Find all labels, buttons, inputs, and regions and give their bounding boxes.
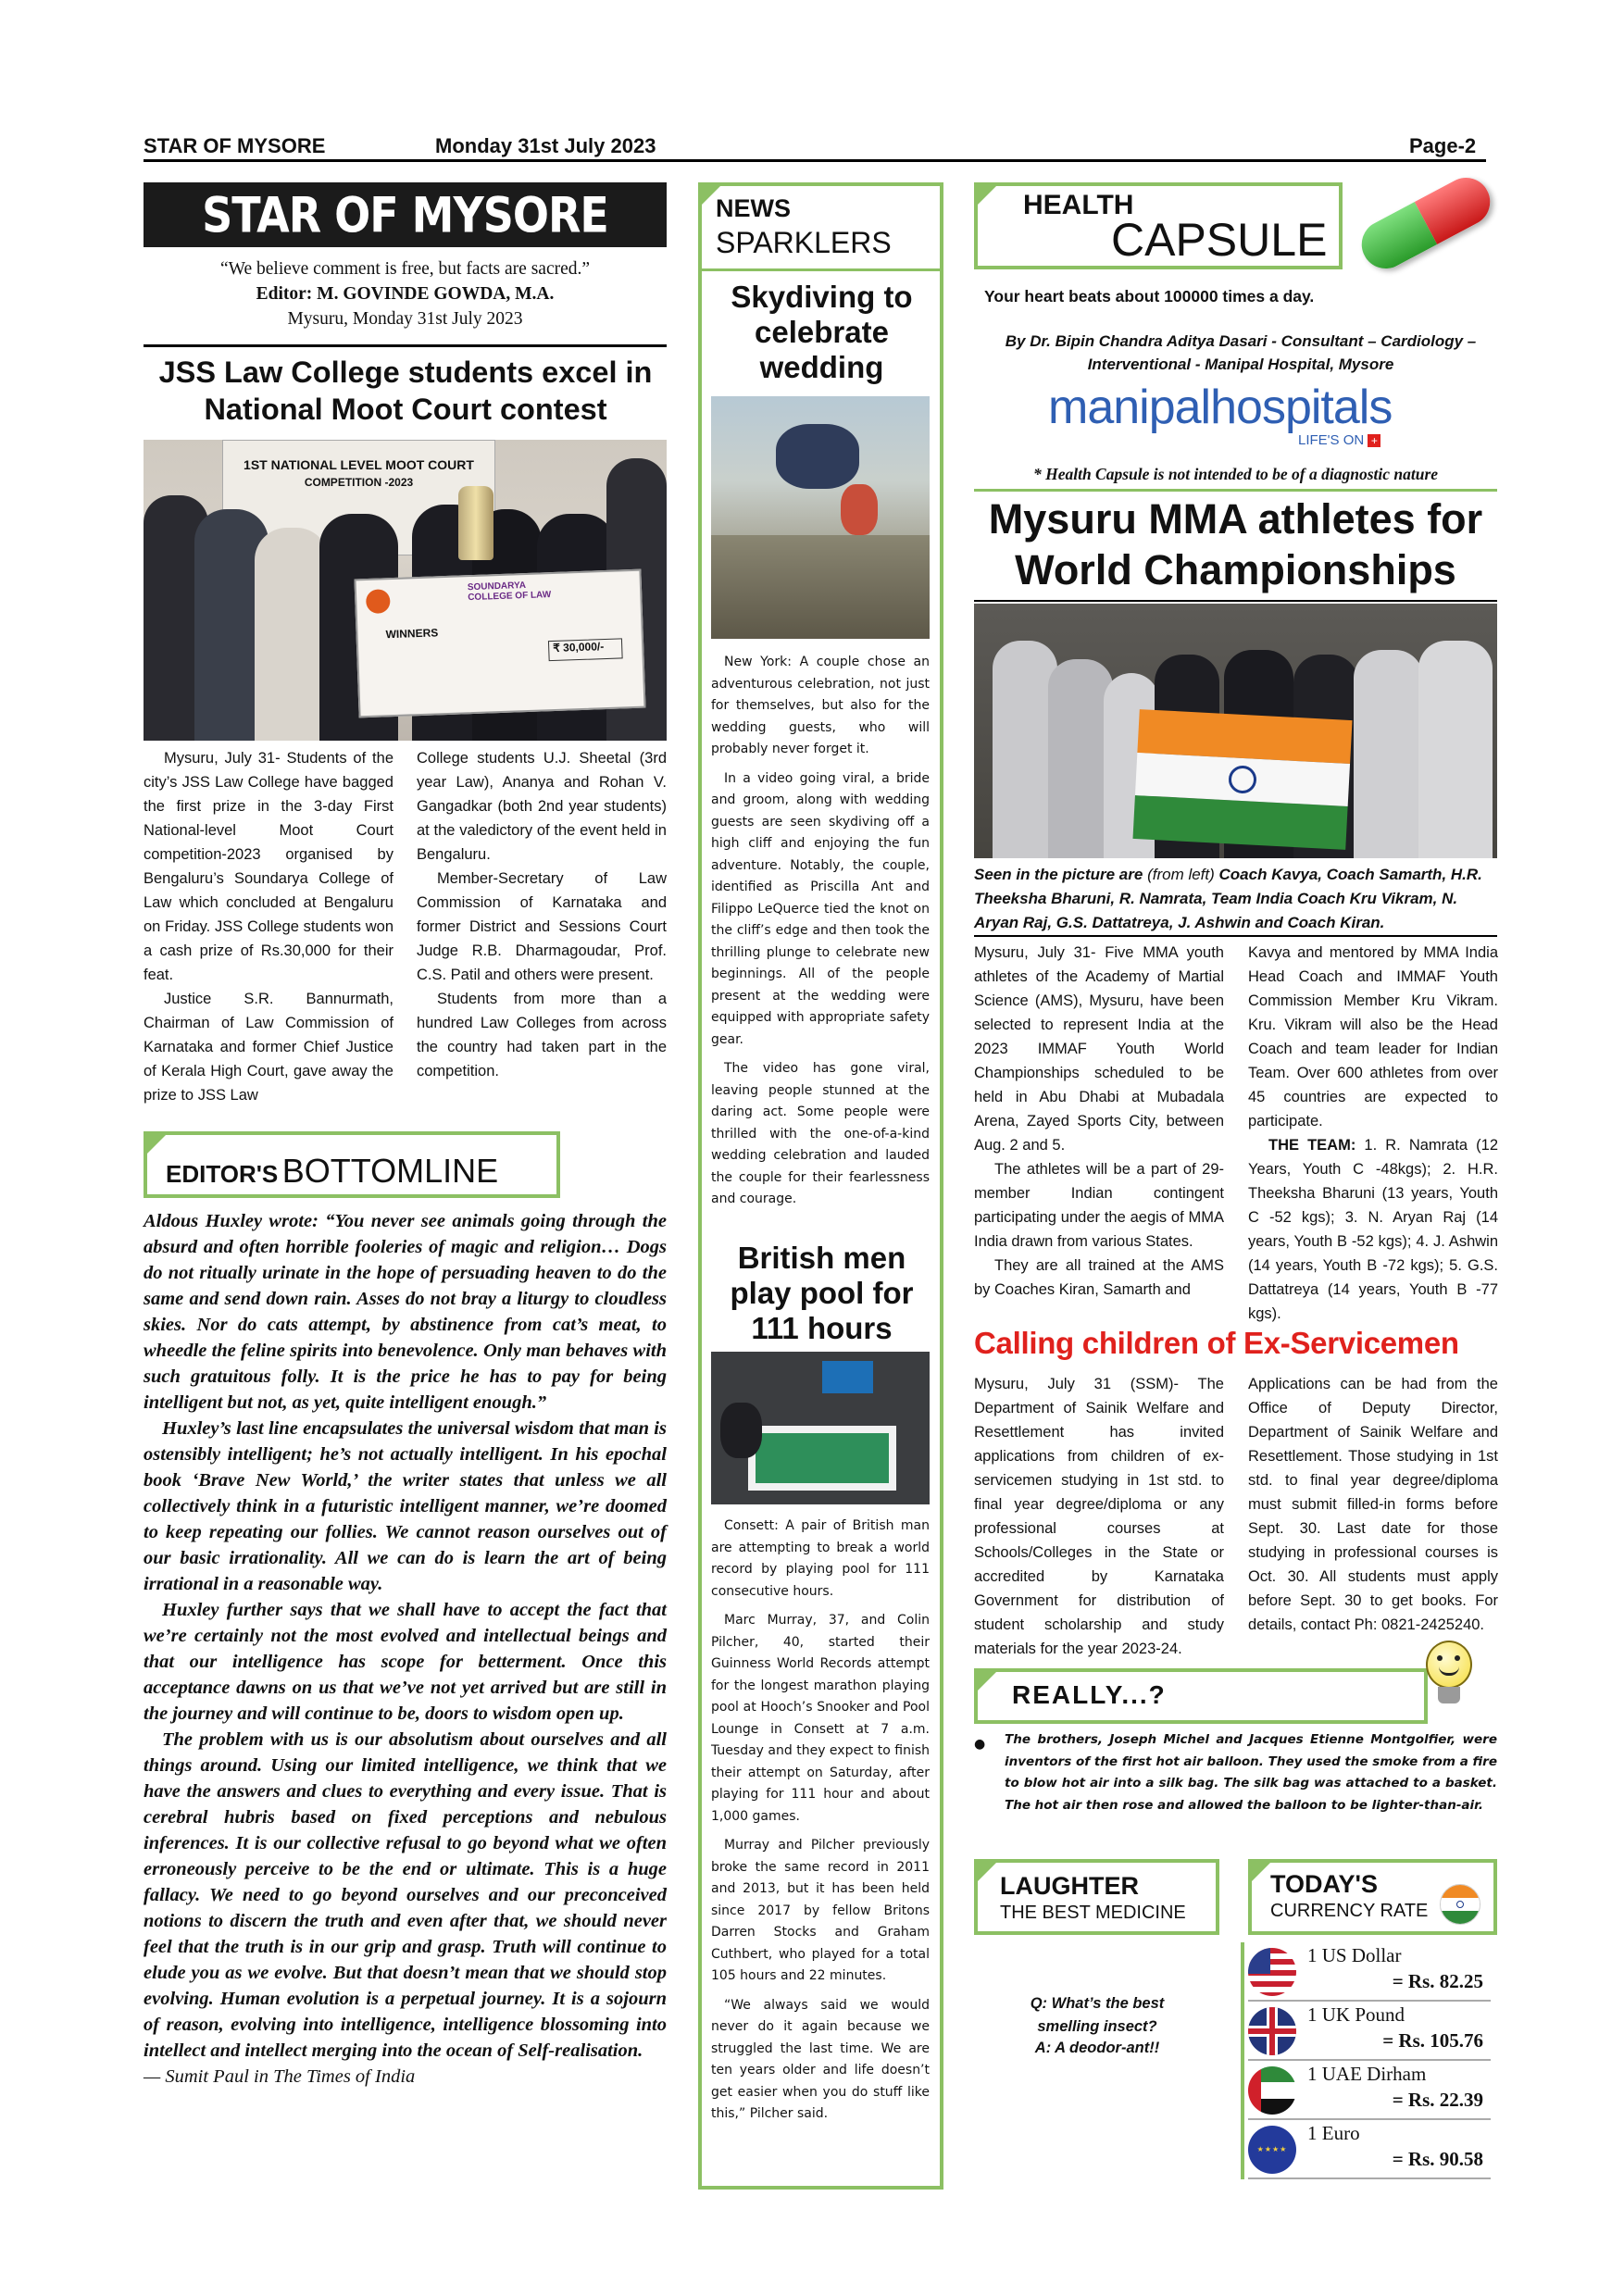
essay-credit: — Sumit Paul in The Times of India [144, 2066, 416, 2087]
paragraph: Justice S.R. Bannurmath, Chairman of Law Commission of Karnataka and former Chief Justice of Kerala High Court, gave away the prize to JSS Law [144, 991, 394, 1104]
capsule-pill-icon [1354, 169, 1499, 277]
jss-award-photo [144, 440, 667, 741]
masthead [144, 182, 667, 247]
label-regular: BOTTOMLINE [281, 1152, 499, 1190]
jss-article-col1 [144, 746, 394, 1107]
banner-line-2: COMPETITION -2023 [304, 476, 414, 489]
paragraph: Aldous Huxley wrote: “You never see animals going through the absurd and often horrible fooleries of magic and religion… Dogs do not ritually urinate in the hope of persuading heaven to do the same and send down rain. Asses do not bray a liturgy to cloudless skies. Nor do cats attempt, by abstinence from cat’s meat, to wheedle the feline spirits into benevolence. Only man behaves with such gratuitous folly. It is the price he has to pay for being intelligent but not, as yet, quite intelligent enough.” [144, 1211, 667, 1413]
corner-triangle [974, 1859, 1000, 1885]
caption-names: Coach Kavya, Coach Samarth, H.R. Theeksha Bharuni, R. Namrata, Team India Coach Kru Vikram, N. Aryan Raj, G.S. Dattatreya, J. Ashwin and Coach Kiran. [974, 866, 1482, 931]
currency-row [1248, 1942, 1491, 2002]
cheque-college: SOUNDARYA COLLEGE OF LAW [467, 580, 552, 604]
paragraph: College students U.J. Sheetal (3rd year Law), Ananya and Rohan V. Gangadkar (both 2nd year students) at the valedictory of the event held in Bengaluru. [417, 750, 667, 863]
paragraph: They are all trained at the AMS by Coaches Kiran, Samarth and [974, 1257, 1224, 1298]
bottomline-label [166, 1152, 498, 1191]
mma-headline: Mysuru MMA athletes for World Championships [988, 495, 1483, 593]
paragraph: The athletes will be a part of 29-member Indian contingent participating under the aegis of MMA India drawn from various States. [974, 1161, 1224, 1250]
joke-answer: A: A deodor-ant!! [1034, 2040, 1160, 2056]
laughter-label-2: THE BEST MEDICINE [1000, 1903, 1186, 1923]
lightbulb-icon [1421, 1641, 1477, 1715]
us-flag [1248, 1948, 1296, 1996]
health-label-1: HEALTH [1023, 190, 1134, 220]
athlete [1354, 650, 1423, 858]
masthead-rule [144, 344, 667, 347]
currency-name: 1 UK Pound [1307, 2003, 1405, 2026]
news-label-1: NEWS [716, 194, 791, 222]
corner-triangle [974, 182, 1000, 208]
cheque-amount: ₹ 30,000/- [548, 638, 623, 661]
news-label-rule [702, 268, 940, 271]
mma-rule [974, 600, 1497, 602]
currency-name: 1 Euro [1307, 2122, 1360, 2144]
cheque-winners: WINNERS [385, 626, 439, 642]
caption-lead: Seen in the picture are [974, 866, 1143, 883]
paragraph: Murray and Pilcher previously broke the same record in 2011 and 2013, but it has been held since 2017 by fellow Britons Darren Stocks and Graham Cuthbert, who played for a total 105 hours and 22 minutes. [711, 1838, 930, 1983]
currency-row [1248, 2002, 1491, 2061]
currency-label-1: TODAY'S [1270, 1870, 1378, 1898]
bank-logo [366, 589, 391, 614]
indian-flag [1132, 709, 1352, 850]
paragraph: Huxley’s last line encapsulates the universal wisdom that man is ostensibly intelligent; he’s not actually intelligent. In his epochal book ‘Brave New World,’ the writer states that unless we all collectively think in a futuristic intelligent manner, we’re doomed to keep repeating our follies. We cannot reason ourselves out of our basic irrationality. All we can do is learn the art of being irrational in a reasonable way. [144, 1418, 667, 1594]
health-label-2: CAPSULE [1111, 214, 1328, 266]
really-text: The brothers, Joseph Michel and Jacques Etienne Montgolfier, were inventors of the first hot air balloon. They used the smoke from a fire to blow hot air into a silk bag. The silk bag was attached to a basket. The hot air then rose and allowed the balloon to be lighter-than-air. [1005, 1732, 1497, 1813]
prize-cheque [354, 569, 645, 718]
jss-headline: JSS Law College students excel in National Moot Court contest [158, 356, 653, 426]
manipal-tagline [1298, 432, 1380, 448]
currency-value: = Rs. 90.58 [1392, 2148, 1483, 2170]
masthead-title: STAR OF MYSORE [202, 185, 608, 244]
pool-headline: British men play pool for 111 hours [730, 1241, 914, 1345]
currency-box-border [1241, 1942, 1244, 2179]
paragraph: Mysuru, July 31- Five MMA youth athletes of the Academy of Martial Science (AMS), Mysuru, have been selected to represent India at the 2023 IMMAF Youth World Championships scheduled to be held in Abu Dhabi at Mubadala Arena, Zayed Sports City, between Aug. 2 and 5. [974, 944, 1224, 1154]
india-flag-icon [1440, 1884, 1480, 1925]
wall-screen [822, 1361, 873, 1393]
caption-mid: (from left) [1143, 866, 1219, 883]
health-fact: Your heart beats about 100000 times a day. [984, 287, 1315, 306]
bottomline-essay [144, 1208, 667, 2090]
paragraph: Huxley further says that we shall have to accept the fact that we’re certainly not the most evolved and intellectual beings and that our intelligence has scope for betterment. Once this acceptance dawns on us that we’ve not yet arrived but are still in the journey and will continue to be, doors to wisdom open up. [144, 1600, 667, 1724]
banner-line-1: 1ST NATIONAL LEVEL MOOT COURT [244, 457, 474, 472]
health-rule [974, 489, 1497, 492]
label-bold: EDITOR'S [166, 1160, 279, 1188]
corner-triangle [974, 1668, 1000, 1694]
ashoka-chakra-icon [1228, 765, 1257, 794]
paragraph: Mysuru, July 31- Students of the city’s JSS Law College have bagged the first prize in the 3-day First National-level Moot Court competition-2023 organised by Bengaluru’s Soundarya College of Law which concluded at Bengaluru on Friday. JSS College students won a cash prize of Rs.30,000 for their feat. [144, 750, 394, 983]
paragraph: Member-Secretary of Law Commission of Karnataka and former District and Sessions Court Judge R.B. Dharmagoudar, Prof. C.S. Patil and others were present. [417, 870, 667, 983]
athlete [1418, 641, 1493, 858]
mma-article-col2 [1248, 941, 1498, 1326]
pool-photo [711, 1352, 930, 1504]
paragraph: Marc Murray, 37, and Colin Pilcher, 40, started their Guinness World Records attempt for the longest marathon playing pool at Hooch’s Snooker and Pool Lounge in Consett at 7 a.m. Tuesday and they expect to finish their attempt on Saturday, after playing for 111 hour and about 1,000 games. [711, 1613, 930, 1824]
paragraph: The problem with us is our absolutism about ourselves and all things around. Using our limited intelligence, we think that we have the answers and clues to everything and every issue. That is cerebral hubris based on fixed perceptions and nebulous inferences. It is our collective refusal to go beyond what we often erroneously perceive to be the end or ultimate. This is a huge fallacy. We need to go beyond ourselves and our preconceived notions to discern the truth and even after that, we should never feel that the truth is in our grip and grasp. Truth will continue to elude you as we evolve. But that doesn’t mean that we should stop evolving. Human evolution is a perpetual journey. It is a sojourn of reason, evolving into intelligence, intelligence blossoming into intellect and intellect merging into the ocean of Self-realisation. [144, 1729, 667, 2061]
skydiving-article [711, 652, 930, 1218]
header-rule [144, 159, 1486, 162]
header-date: Monday 31st July 2023 [435, 134, 656, 157]
joke-question: Q: What’s the best smelling insect? [1030, 1995, 1165, 2035]
mma-caption-rule [974, 935, 1497, 937]
pool-article [711, 1516, 930, 2133]
mma-article-col1 [974, 941, 1224, 1302]
health-disclaimer: * Health Capsule is not intended to be of a diagnostic nature [1032, 465, 1439, 483]
currency-value: = Rs. 22.39 [1392, 2089, 1483, 2111]
cliff [711, 535, 930, 639]
masthead-motto: “We believe comment is free, but facts are sacred.” [219, 259, 591, 279]
currency-value: = Rs. 82.25 [1392, 1970, 1483, 1992]
eu-flag: ★★★★ [1248, 2126, 1296, 2174]
paragraph: Consett: A pair of British man are attempting to break a world record by playing pool for 111 consecutive hours. [711, 1518, 930, 1599]
plus-icon: + [1368, 434, 1380, 447]
team-label: THE TEAM: [1268, 1137, 1356, 1154]
really-label: REALLY...? [1012, 1680, 1167, 1709]
currency-label-2: CURRENCY RATE [1270, 1901, 1429, 1921]
paragraph: “We always said we would never do it again because we struggled the last time. We are ten years older and life doesn’t get easier when you do stuff like this,” Pilcher said. [711, 1997, 930, 2121]
currency-row [1248, 2061, 1491, 2120]
paragraph: New York: A couple chose an adventurous celebration, not just for themselves, but also for the wedding guests, who will probably never forget it. [711, 655, 930, 756]
uk-flag [1248, 2007, 1296, 2055]
skydiver [841, 484, 878, 535]
trophy [458, 486, 493, 560]
mma-team-photo [974, 604, 1497, 858]
paragraph: Students from more than a hundred Law Colleges from across the country had taken part in the competition. [417, 991, 667, 1079]
currency-name: 1 US Dollar [1307, 1944, 1402, 1966]
paragraph: Kavya and mentored by MMA India Head Coach and IMMAF Youth Commission Member Kru Vikram. Kru. Vikram will also be the Head Coach and team leader for Indian Team. Over 600 athletes from over 45 countries are expected to participate. [1248, 944, 1498, 1129]
skydiving-headline: Skydiving to celebrate wedding [731, 280, 913, 384]
header-paper-name: STAR OF MYSORE [144, 134, 326, 157]
currency-value: = Rs. 105.76 [1382, 2029, 1483, 2052]
manipal-logo [1048, 380, 1392, 435]
paragraph: Mysuru, July 31 (SSM)- The Department of Sainik Welfare and Resettlement has invited applications from children of ex-servicemen studying in 1st std. to final year degree/diploma or any professional courses at Schools/Colleges in the State or accredited by Karnataka Government for distribution of student scholarship and study materials for the year 2023-24. [974, 1376, 1224, 1657]
paragraph: In a video going viral, a bride and groom, along with wedding guests are seen skydiving off a high cliff and enjoying the fun adventure. Notably, the couple, identified as Priscilla Ant and Filippo LeQuerce tied the knot on the cliff’s edge and then took the thrilling plunge to celebrate new beginnings. All of the people present at the wedding were equipped with appropriate safety gear. [711, 770, 930, 1047]
uae-flag [1248, 2066, 1296, 2115]
person [255, 528, 329, 741]
bottomline-label-box [144, 1131, 560, 1198]
currency-row [1248, 2120, 1491, 2179]
player [720, 1403, 762, 1458]
paragraph: Applications can be had from the Office of Deputy Director, Department of Sainik Welfare and Resettlement. Those studying in 1st std. to final year degree/diploma must submit filled-in forms before Sept. 30. Last date for those studying in professional courses is Oct. 30. All students must apply before Sept. 30 to get books. For details, contact Ph: 0821-2425240. [1248, 1376, 1498, 1633]
logo-part-2: hospitals [1210, 381, 1393, 434]
ex-servicemen-col2 [1248, 1372, 1498, 1637]
logo-part-1: manipal [1048, 381, 1211, 434]
team-list: 1. R. Namrata (12 Years, Youth C -48kgs); 2. H.R. Theeksha Bharuni (13 years, Youth C -52 kgs); 3. N. Aryan Raj (14 years, Youth B -52 kgs); 4. J. Ashwin (14 years, Youth B -72 kgs); 5. G.S. Dattatreya (14 years, Youth B -77 kgs). [1248, 1137, 1499, 1322]
mma-caption [974, 863, 1497, 935]
header-page-number: Page-2 [1409, 134, 1477, 157]
masthead-dateline: Mysuru, Monday 31st July 2023 [287, 309, 523, 329]
ex-servicemen-headline: Calling children of Ex-Servicemen [974, 1326, 1459, 1360]
tagline-text: LIFE'S ON [1298, 432, 1365, 448]
skydiving-photo [711, 396, 930, 639]
really-bullet: ● [974, 1737, 986, 1752]
pool-table [748, 1426, 896, 1491]
skydiver [776, 424, 859, 489]
masthead-editor: Editor: M. GOVINDE GOWDA, M.A. [256, 284, 555, 304]
health-byline: By Dr. Bipin Chandra Aditya Dasari - Consultant – Cardiology – Interventional - Manipal Hospital, Mysore [1005, 332, 1477, 373]
ex-servicemen-col1 [974, 1372, 1224, 1661]
paragraph [1248, 1133, 1498, 1326]
laughter-label-1: LAUGHTER [1000, 1872, 1139, 1900]
jss-article-col2 [417, 746, 667, 1083]
news-label-2: SPARKLERS [716, 226, 892, 259]
paragraph: The video has gone viral, leaving people stunned at the daring act. Some people were thrilled with the one-of-a-kind wedding celebration and lauded the couple for their fearlessness and courage. [711, 1061, 930, 1206]
currency-name: 1 UAE Dirham [1307, 2063, 1427, 2085]
